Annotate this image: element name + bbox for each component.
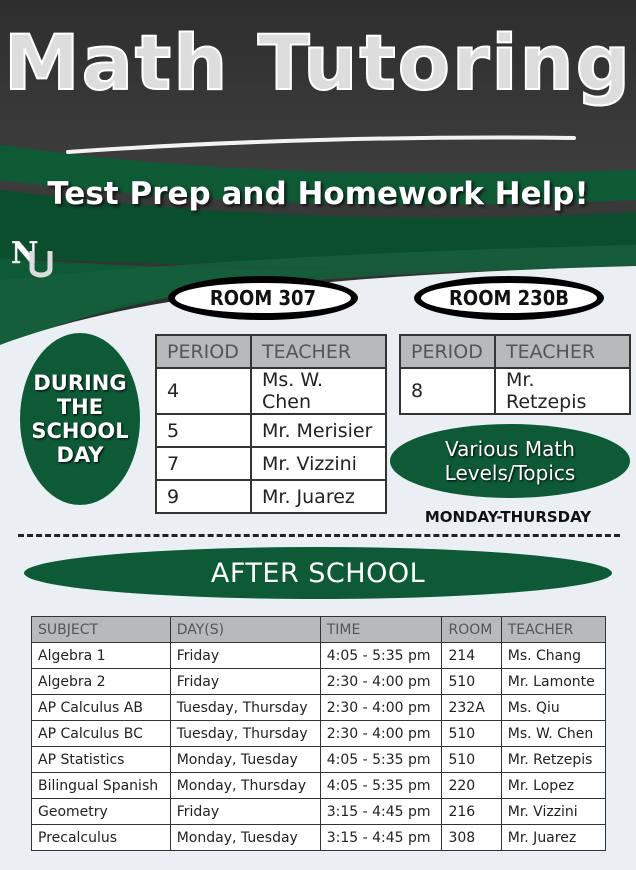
- column-header: ROOM: [442, 617, 501, 643]
- during-school-day-oval: DURING THE SCHOOL DAY: [20, 333, 140, 505]
- various-topics-oval: Various Math Levels/Topics: [390, 424, 630, 498]
- section-divider: [18, 534, 620, 537]
- column-header: TEACHER: [501, 617, 605, 643]
- room-307-table: [155, 334, 387, 514]
- column-header: PERIOD: [156, 335, 251, 368]
- table-row: 8 Mr. Retzepis: [400, 368, 630, 414]
- table-row: Algebra 2 Friday 2:30 - 4:00 pm 510 Mr. Lamonte: [32, 669, 606, 695]
- column-header: TEACHER: [495, 335, 630, 368]
- after-school-heading: AFTER SCHOOL: [24, 547, 612, 599]
- school-logo: [10, 233, 56, 279]
- page-subtitle: Test Prep and Homework Help!: [47, 176, 589, 212]
- column-header: SUBJECT: [32, 617, 171, 643]
- table-row: AP Calculus AB Tuesday, Thursday 2:30 - 4:00 pm 232A Ms. Qiu: [32, 695, 606, 721]
- days-label: MONDAY-THURSDAY: [424, 508, 592, 526]
- table-row: 4 Ms. W. Chen: [156, 368, 386, 414]
- page-title: Math Tutoring: [4, 18, 632, 107]
- column-header: DAY(S): [170, 617, 320, 643]
- table-row: 5 Mr. Merisier: [156, 414, 386, 447]
- column-header: TEACHER: [251, 335, 386, 368]
- room-230b-label: ROOM 230B: [414, 276, 604, 320]
- svg-text:N: N: [11, 236, 39, 271]
- table-row: 7 Mr. Vizzini: [156, 447, 386, 480]
- table-row: Geometry Friday 3:15 - 4:45 pm 216 Mr. Vizzini: [32, 799, 606, 825]
- table-row: AP Calculus BC Tuesday, Thursday 2:30 - 4:00 pm 510 Ms. W. Chen: [32, 721, 606, 747]
- table-row: AP Statistics Monday, Tuesday 4:05 - 5:35 pm 510 Mr. Retzepis: [32, 747, 606, 773]
- column-header: TIME: [320, 617, 442, 643]
- table-row: Algebra 1 Friday 4:05 - 5:35 pm 214 Ms. Chang: [32, 643, 606, 669]
- column-header: PERIOD: [400, 335, 495, 368]
- table-row: 9 Mr. Juarez: [156, 480, 386, 513]
- after-school-table: [31, 616, 606, 851]
- room-307-label: ROOM 307: [168, 276, 358, 320]
- room-230b-table: [399, 334, 631, 415]
- table-row: Precalculus Monday, Tuesday 3:15 - 4:45 pm 308 Mr. Juarez: [32, 825, 606, 851]
- table-row: Bilingual Spanish Monday, Thursday 4:05 - 5:35 pm 220 Mr. Lopez: [32, 773, 606, 799]
